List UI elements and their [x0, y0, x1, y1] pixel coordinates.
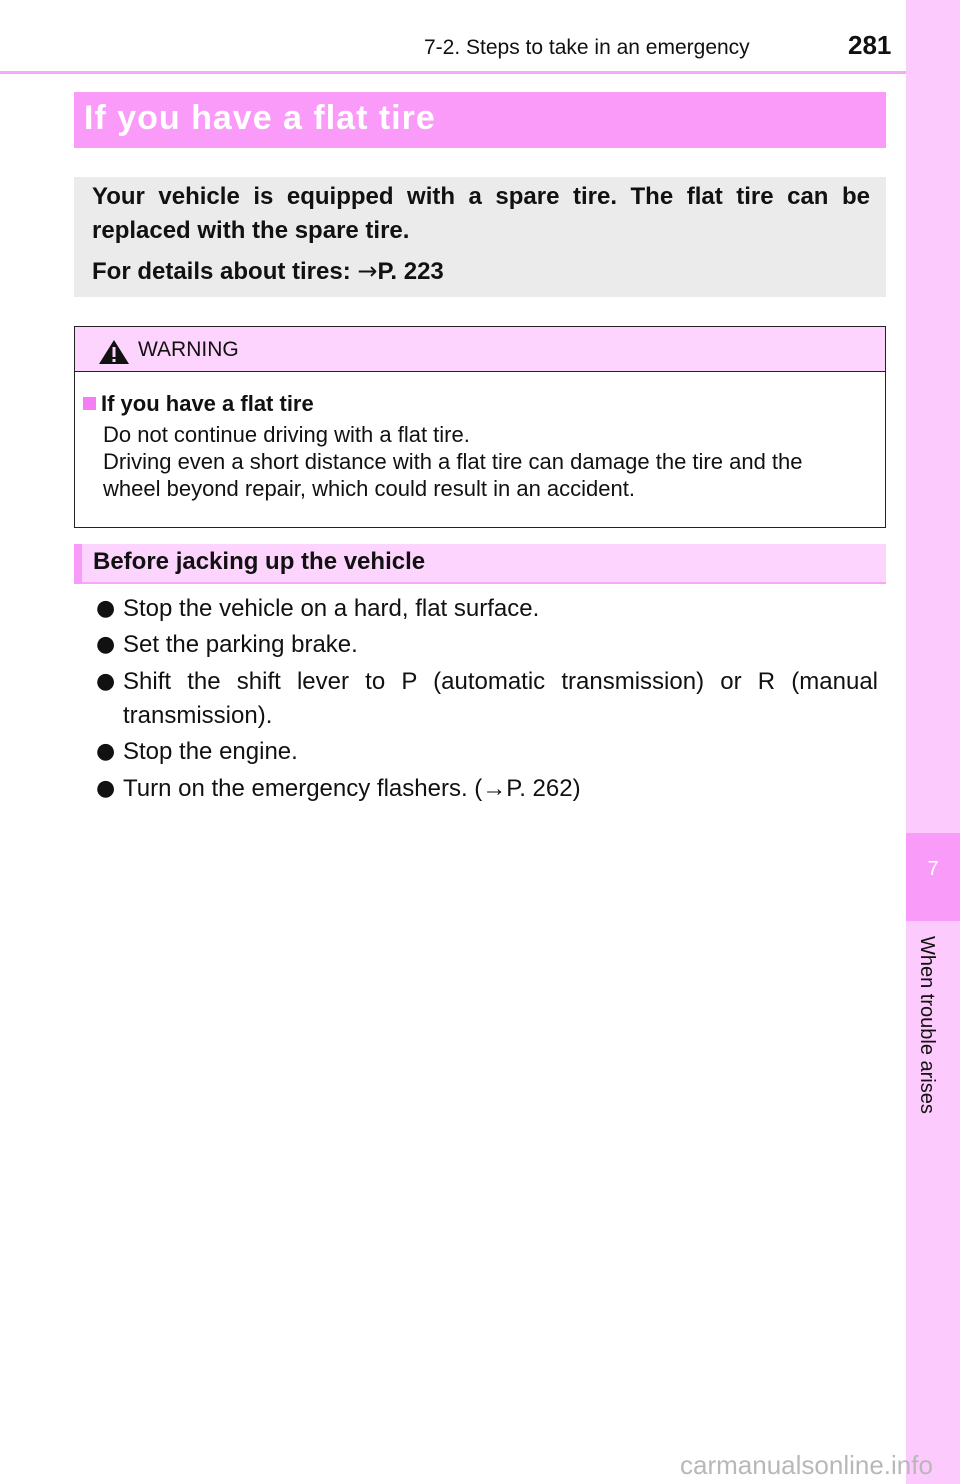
warning-line: Driving even a short distance with a flat tire can damage the tire and the — [103, 449, 803, 474]
header-section-title: 7-2. Steps to take in an emergency — [424, 36, 750, 59]
intro-reference — [92, 256, 444, 287]
warning-box — [74, 326, 886, 528]
intro-ref-page[interactable]: P. 223 — [377, 258, 444, 285]
warning-subheading — [83, 391, 314, 417]
warning-label: WARNING — [138, 338, 239, 361]
page-title: If you have a flat tire — [84, 99, 436, 137]
bullet-icon: ● — [96, 632, 116, 657]
square-bullet-icon — [83, 397, 96, 410]
list-item — [96, 772, 878, 806]
side-tab — [906, 0, 960, 1484]
list-item-text: Shift the shift lever to P (automatic transmission) or R (manual transmission). — [123, 668, 878, 729]
list-item — [96, 735, 878, 769]
list-item — [96, 592, 878, 626]
list-item-text: Stop the vehicle on a hard, flat surface. — [123, 595, 540, 622]
warning-subheading-text: If you have a flat tire — [101, 391, 314, 416]
bullet-icon: ● — [96, 596, 116, 621]
watermark: carmanualsonline.info — [680, 1450, 933, 1480]
page-number: 281 — [848, 30, 892, 60]
bullet-icon: ● — [96, 669, 116, 694]
warning-header — [75, 327, 885, 372]
chapter-number: 7 — [927, 858, 939, 880]
header-divider — [0, 71, 906, 74]
list-item-text[interactable]: Turn on the emergency flashers. (→P. 262) — [123, 775, 581, 802]
intro-text: Your vehicle is equipped with a spare tire. The flat tire can be replaced with the spare tire. — [92, 183, 870, 244]
section-header-accent — [74, 544, 82, 584]
warning-triangle-icon — [98, 339, 130, 365]
arrow-icon: → — [357, 257, 378, 285]
list-item-text: Stop the engine. — [123, 738, 298, 765]
bullet-icon: ● — [96, 776, 116, 801]
section-title: Before jacking up the vehicle — [93, 548, 426, 575]
warning-line: Do not continue driving with a flat tire. — [103, 422, 470, 447]
bullet-icon: ● — [96, 739, 116, 764]
warning-line: wheel beyond repair, which could result in an accident. — [103, 476, 635, 501]
chapter-title: When trouble arises — [916, 936, 938, 1114]
list-item — [96, 665, 878, 733]
intro-ref-label: For details about tires: — [92, 258, 358, 285]
list-item — [96, 628, 878, 662]
list-item-text: Set the parking brake. — [123, 631, 358, 658]
